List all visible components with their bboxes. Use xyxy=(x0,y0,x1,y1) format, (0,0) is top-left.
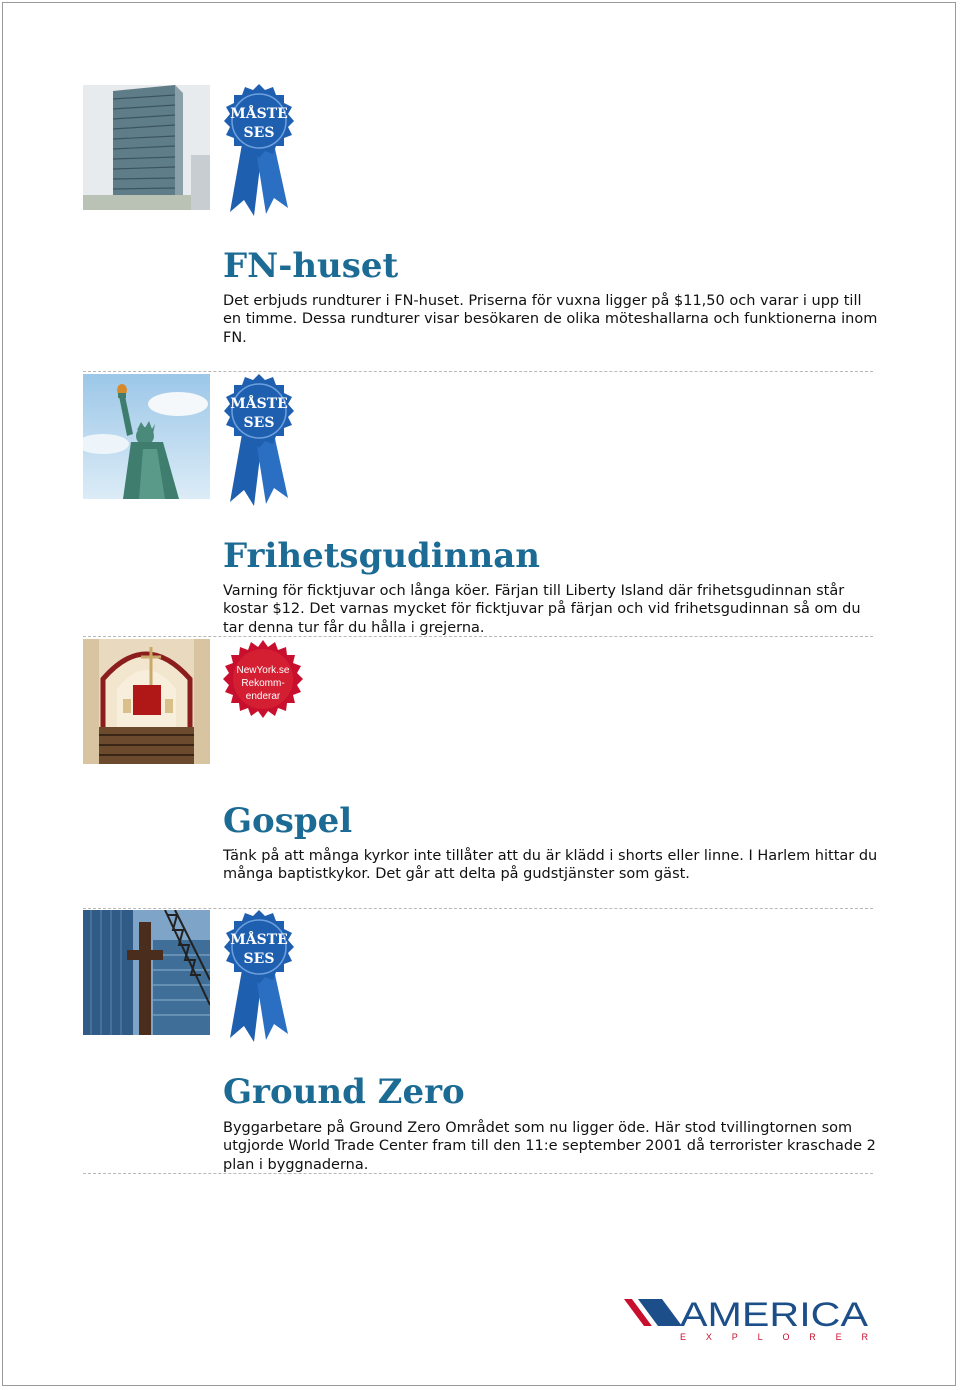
seal-line1: NewYork.se xyxy=(236,665,290,676)
church-interior-photo xyxy=(83,639,210,764)
ribbon-line1: MÅSTE xyxy=(230,106,288,122)
logo-name: AMERICA xyxy=(680,1296,869,1334)
maste-ses-ribbon xyxy=(222,84,296,222)
ground-zero-photo xyxy=(83,910,210,1035)
ribbon-line2: SES xyxy=(243,415,275,431)
maste-ses-ribbon xyxy=(222,910,296,1048)
section-body: Tänk på att många kyrkor inte tillåter att du är klädd i shorts eller linne. I Harlem hittar du många baptistkykor. Det går att delta på gudstjänster som gäst. xyxy=(223,848,878,883)
section-divider xyxy=(83,908,873,909)
section-body: Det erbjuds rundturer i FN-huset. Priserna för vuxna ligger på $11,50 och varar i upp till en timme. Dessa rundturer visar besökaren de olika möteshallarna och funktionerna inom FN. xyxy=(223,293,878,346)
logo-tagline: EXPLORER xyxy=(680,1332,868,1342)
maste-ses-ribbon xyxy=(222,374,296,512)
seal-line2: Rekomm- xyxy=(241,678,285,689)
section-title: Gospel xyxy=(223,801,353,841)
section-divider xyxy=(83,636,873,637)
statue-of-liberty-photo xyxy=(83,374,210,499)
section-title: Frihetsgudinnan xyxy=(223,536,540,576)
section-title: FN-huset xyxy=(223,246,399,286)
section-divider xyxy=(83,371,873,372)
un-building-photo xyxy=(83,85,210,210)
ribbon-line2: SES xyxy=(243,125,275,141)
seal-line3: enderar xyxy=(245,691,281,702)
ribbon-line1: MÅSTE xyxy=(230,396,288,412)
section-divider xyxy=(83,1173,873,1174)
section-title: Ground Zero xyxy=(223,1072,465,1112)
section-body: Byggarbetare på Ground Zero Området som nu ligger öde. Här stod tvillingtornen som utgjorde World Trade Center fram till den 11:e september 2001 då terrorister kraschade 2 plan i byggnaderna. xyxy=(223,1120,876,1173)
america-explorer-logo xyxy=(622,1296,872,1342)
ribbon-line2: SES xyxy=(243,951,275,967)
section-body: Varning för ficktjuvar och långa köer. Färjan till Liberty Island där frihetsgudinnan står kostar $12. Det varnas mycket för ficktjuvar på färjan och vid frihetsgudinnan så om du tar denna tur får du hålla i grejerna. xyxy=(223,583,861,636)
ribbon-line1: MÅSTE xyxy=(230,932,288,948)
newyork-se-seal xyxy=(222,638,304,726)
